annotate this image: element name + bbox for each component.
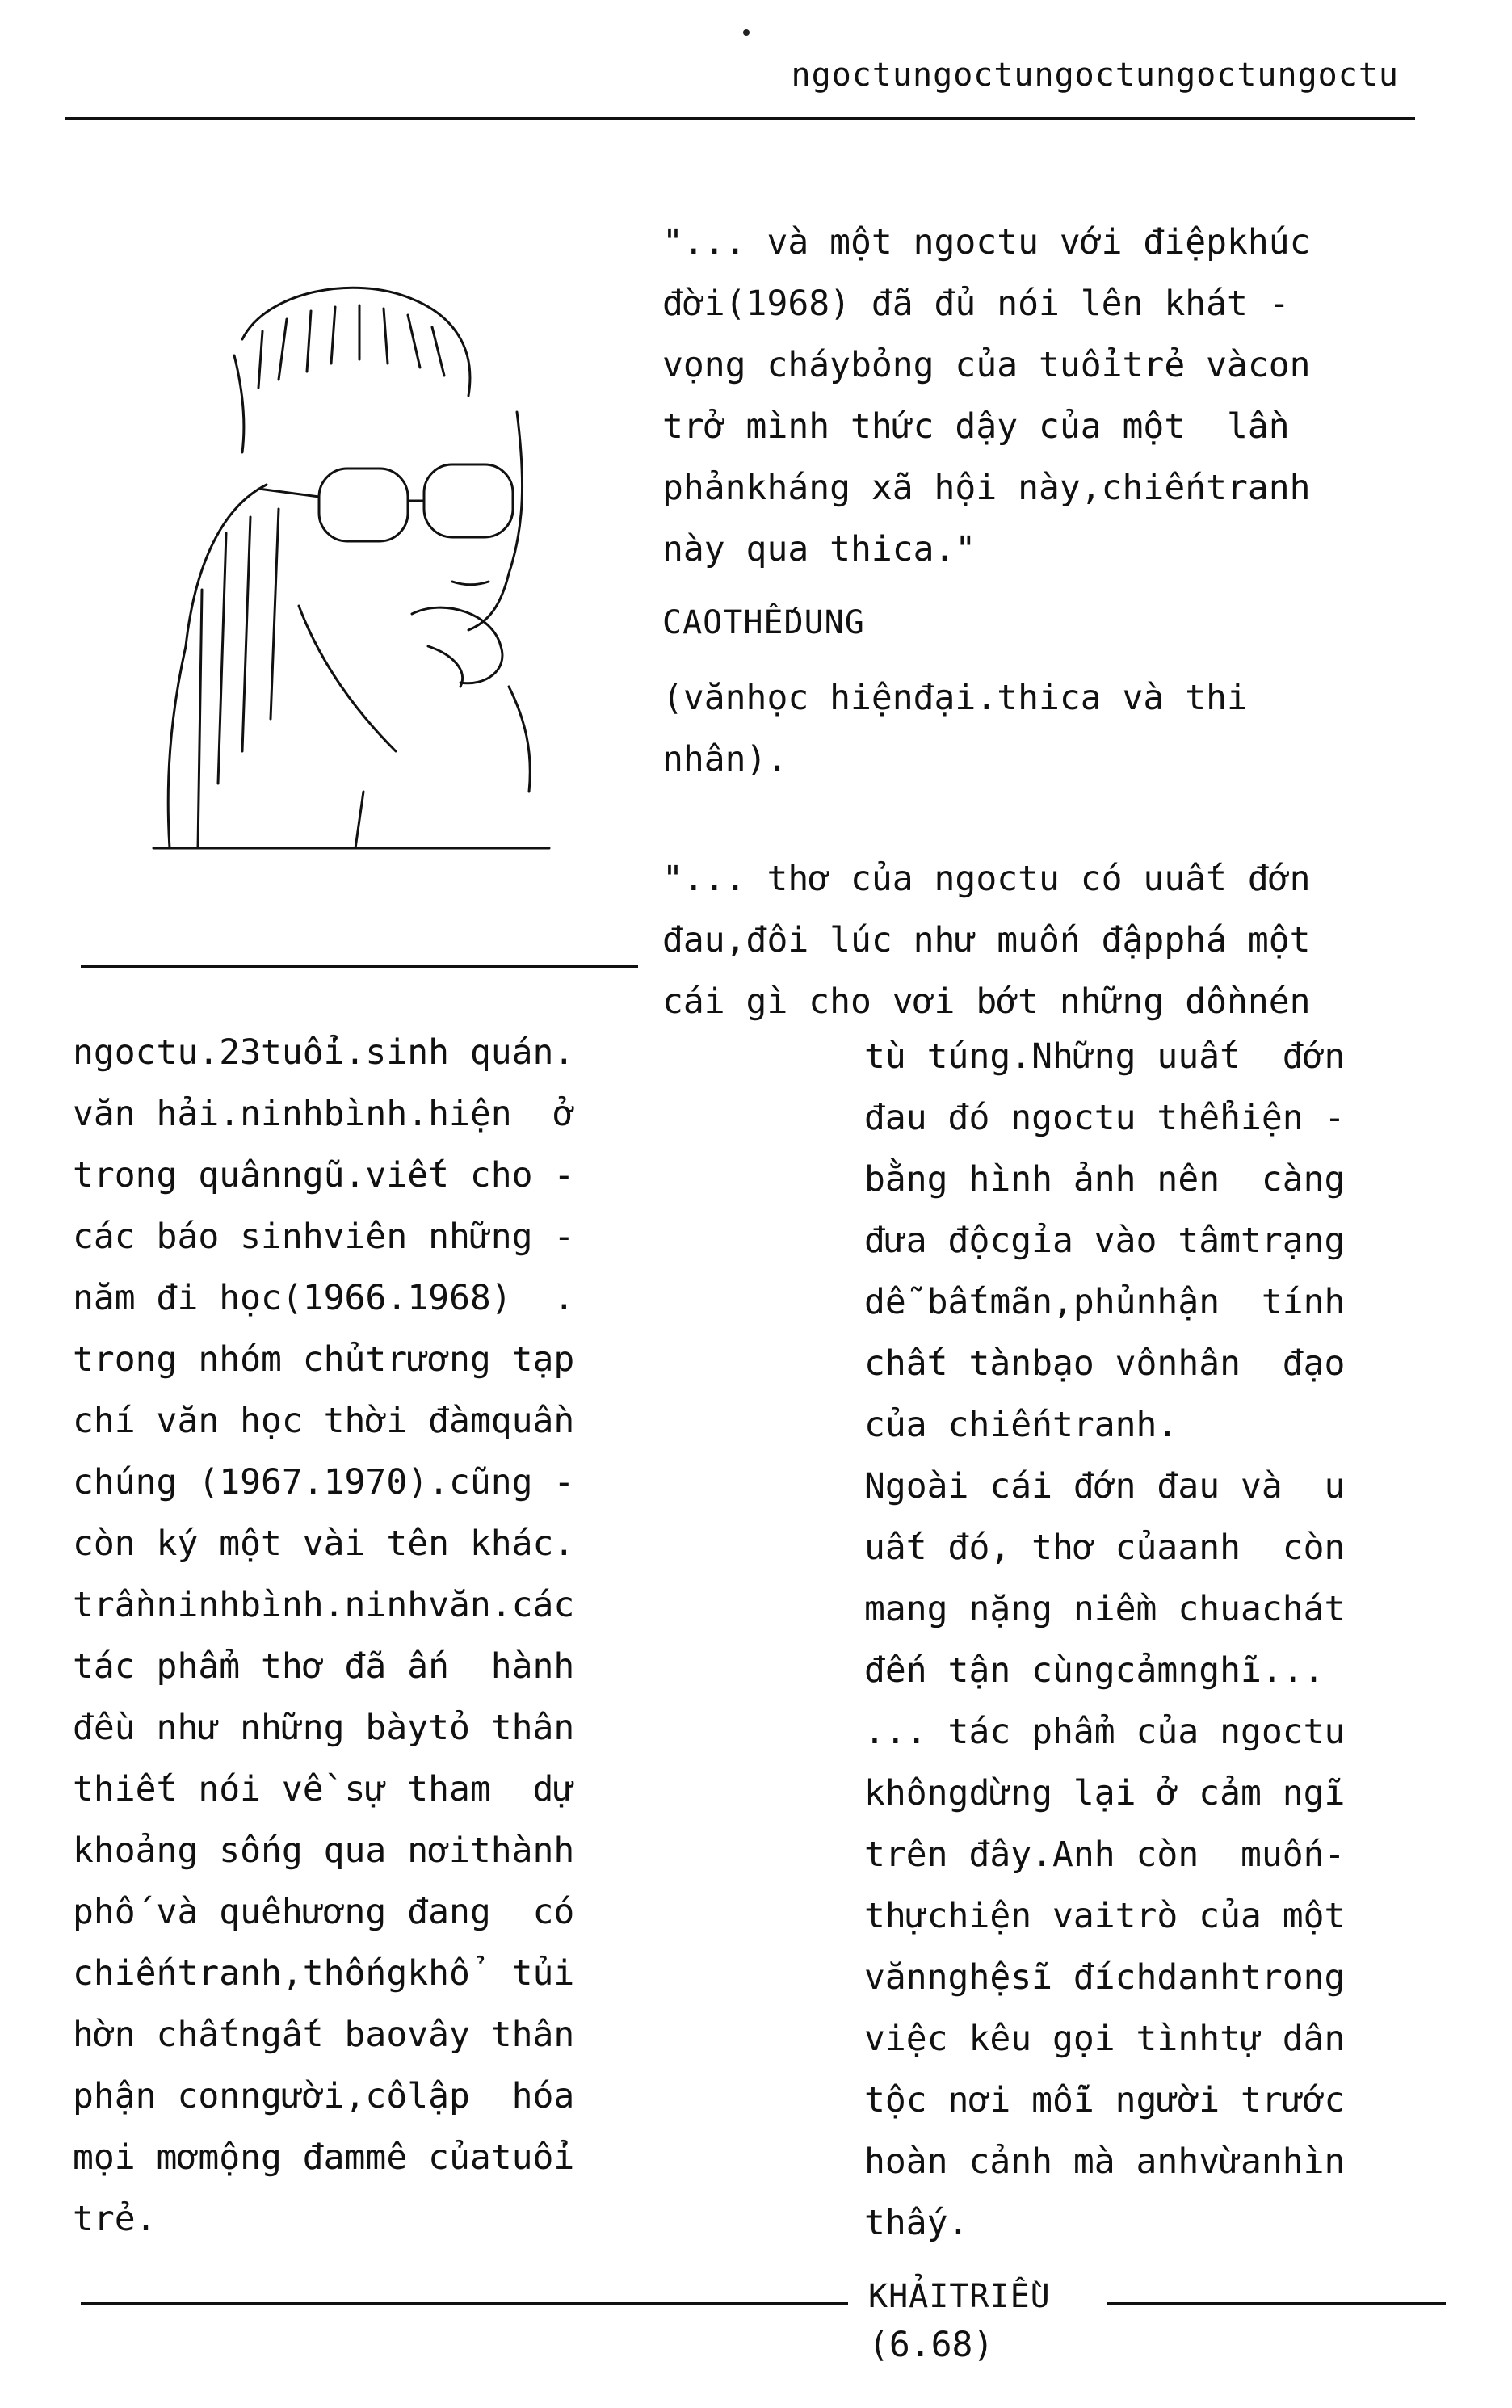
bio-line: đều như những bàytỏ thân: [73, 1708, 575, 1748]
quote-line: trở mình thức dậy của một lần: [662, 406, 1290, 447]
bio-line: trẻ.: [73, 2199, 157, 2239]
bio-line: phận conngười,côlập hóa: [73, 2076, 575, 2116]
bio-line: chí văn học thời đàmquần: [73, 1401, 575, 1441]
bio-line: tác phẩm thơ đã ấn hành: [73, 1646, 575, 1687]
quote-line: tù túng.Những uuất đớn: [864, 1036, 1346, 1077]
quote-line: của chiếntranh.: [864, 1405, 1178, 1445]
quote-line: tộc nơi mỗi người trước: [864, 2080, 1346, 2120]
quote-line: uất đó, thơ củaanh còn: [864, 1528, 1346, 1568]
bio-line: trầnninhbình.ninhvăn.các: [73, 1585, 575, 1625]
quote-line: "... thơ của ngoctu có uuất đớn: [662, 859, 1311, 899]
quote-line: Ngoài cái đớn đau và u: [864, 1466, 1346, 1507]
bio-line: trong quânngũ.viết cho -: [73, 1155, 575, 1196]
quote-one-source: [662, 667, 1438, 790]
quote-line: chất tànbạo vônhân đạo: [864, 1343, 1346, 1384]
quote-line: việc kêu gọi tìnhtự dân: [864, 2019, 1346, 2059]
quote-line: đưa độcgỉa vào tâmtrạng: [864, 1221, 1346, 1261]
quote-line: thựchiện vaitrò của một: [864, 1896, 1346, 1936]
quote-line: hoàn cảnh mà anhvừanhìn: [864, 2141, 1346, 2182]
quote-line: mang nặng niềm chuachát: [864, 1589, 1346, 1629]
quote-two-author: KHẢITRIỀU: [868, 2278, 1051, 2315]
quote-line: bằng hình ảnh nên càng: [864, 1159, 1346, 1200]
bio-column: [73, 1022, 687, 2250]
quote-line: đau,đôi lúc như muốn đậpphá một: [662, 920, 1311, 960]
footer-rule-left: [81, 2302, 848, 2305]
bio-line: hờn chấtngất baovây thân: [73, 2015, 575, 2055]
source-line: (vănhọc hiệnđại.thica và thi: [662, 678, 1248, 718]
quote-two-date: (6.68): [868, 2325, 994, 2365]
quote-one: [662, 212, 1438, 580]
bio-line: văn hải.ninhbình.hiện ở: [73, 1094, 575, 1134]
quote-line: trên đây.Anh còn muốn-: [864, 1834, 1346, 1875]
quote-line: này qua thica.": [662, 529, 976, 569]
source-line: nhân).: [662, 739, 788, 780]
quote-line: ... tác phẩm của ngoctu: [864, 1712, 1346, 1752]
quote-line: đến tận cùngcảmnghĩ...: [864, 1650, 1325, 1691]
bio-line: khoảng sống qua nơithành: [73, 1830, 575, 1871]
bio-line: trong nhóm chủtrương tạp: [73, 1339, 575, 1380]
quote-line: vănnghệsĩ đíchdanhtrong: [864, 1957, 1346, 1998]
top-dot: [743, 29, 750, 36]
quote-one-author: CAOTHẾDUNG: [662, 604, 865, 641]
header-rule: [65, 117, 1415, 120]
bio-line: mọi mơmộng đammê củatuổi: [73, 2137, 575, 2178]
quote-two: [662, 848, 1438, 1032]
quote-line: khôngdừng lại ở cảm ngĩ: [864, 1773, 1346, 1813]
quote-line: thấy.: [864, 2203, 969, 2243]
footer-rule-right: [1107, 2302, 1446, 2305]
quote-two-continued: [864, 1026, 1462, 2254]
quote-line: dễ bấtmãn,phủnhận tính: [864, 1282, 1346, 1322]
running-header: ngoctungoctungoctungoctungoctu: [791, 57, 1399, 94]
quote-line: đau đó ngoctu thểhiện -: [864, 1098, 1346, 1138]
bio-line: còn ký một vài tên khác.: [73, 1523, 575, 1564]
bio-line: phố và quêhương đang có: [73, 1892, 575, 1932]
quote-line: cái gì cho vơi bớt những dồnnén: [662, 981, 1311, 1022]
quote-line: phảnkháng xã hội này,chiếntranh: [662, 468, 1311, 508]
bio-line: chúng (1967.1970).cũng -: [73, 1462, 575, 1502]
bio-line: thiết nói về sự tham dự: [73, 1769, 575, 1809]
bio-line: các báo sinhviên những -: [73, 1217, 575, 1257]
quote-line: vọng cháybỏng của tuổitrẻ vàcon: [662, 345, 1311, 385]
portrait-sketch: [121, 267, 573, 864]
bio-line: năm đi học(1966.1968) .: [73, 1278, 575, 1318]
bio-line: ngoctu.23tuổi.sinh quán.: [73, 1032, 575, 1073]
quote-line: đời(1968) đã đủ nói lên khát -: [662, 284, 1290, 324]
bio-line: chiếntranh,thốngkhổ tủi: [73, 1953, 575, 1994]
section-rule: [81, 965, 638, 968]
quote-line: "... và một ngoctu với điệpkhúc: [662, 222, 1311, 263]
